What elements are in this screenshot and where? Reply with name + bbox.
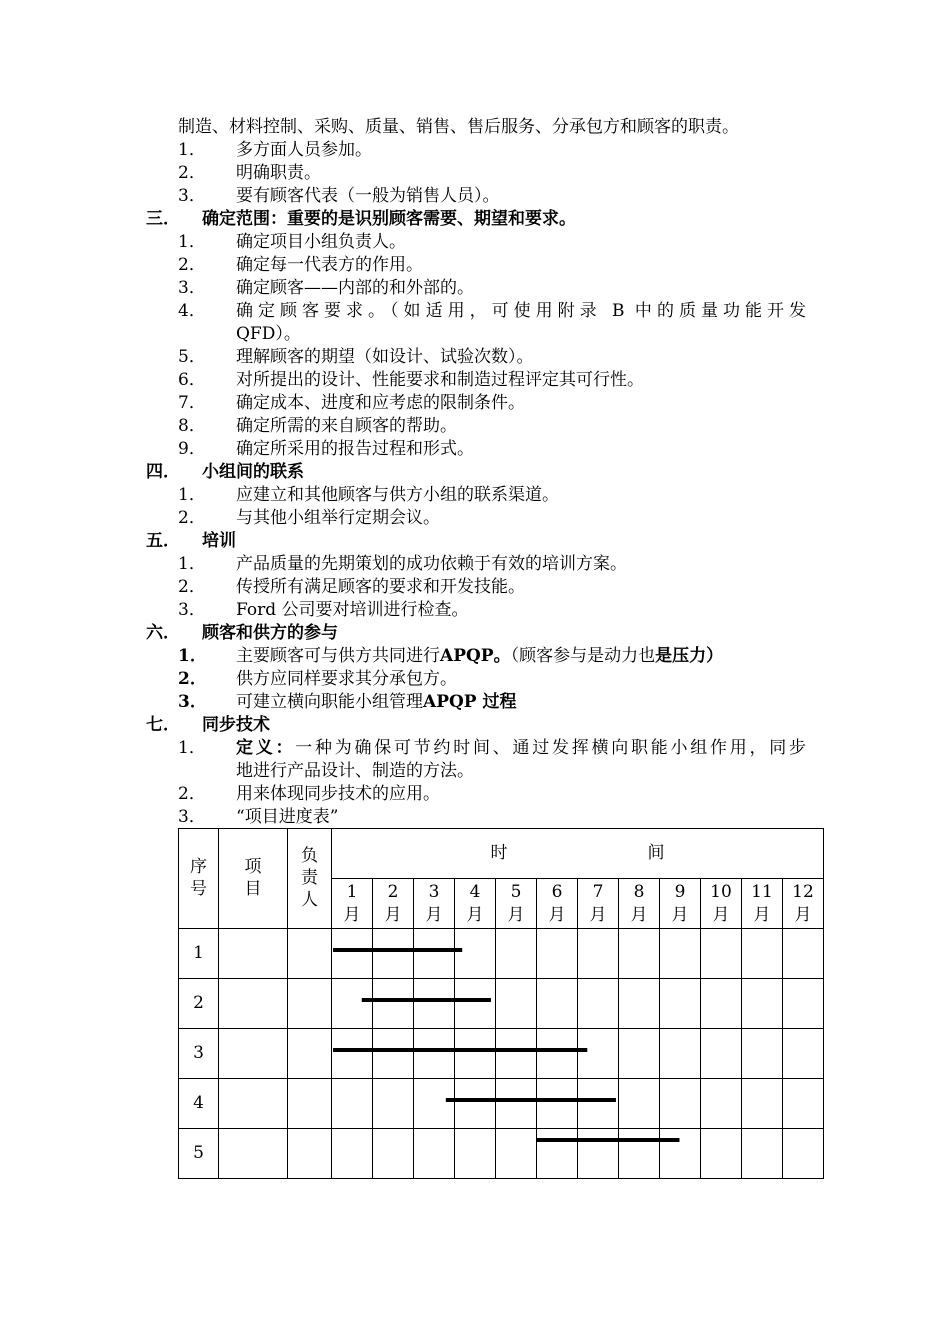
list-text: 理解顾客的期望（如设计、试验次数）。: [236, 347, 534, 367]
list-text: 多方面人员参加。: [236, 140, 372, 160]
section-number: 四．: [146, 462, 180, 482]
section-number: 七．: [146, 715, 180, 735]
month-header: [455, 879, 496, 929]
month-header: [332, 879, 373, 929]
row-item-cell: [219, 1129, 288, 1179]
section-number: 三．: [146, 209, 180, 229]
month-number: 5: [510, 881, 522, 902]
month-unit: 月: [425, 904, 443, 925]
month-cell: [414, 1129, 455, 1179]
row-item-cell: [219, 1029, 288, 1079]
list-number: 3．: [178, 692, 207, 712]
month-unit: 月: [466, 904, 484, 925]
month-cell: [742, 929, 783, 979]
list-number: 2．: [178, 577, 206, 597]
month-cell: [619, 1129, 660, 1179]
list-number: 2．: [178, 784, 206, 804]
row-owner-cell: [288, 1079, 332, 1129]
list-text: 传授所有满足顾客的要求和开发技能。: [236, 577, 525, 597]
header-owner-label: 负责人: [301, 846, 318, 910]
month-cell: [578, 1129, 619, 1179]
month-cell: [578, 979, 619, 1029]
list-number: 7．: [178, 393, 206, 413]
row-owner-cell: [288, 929, 332, 979]
section-title: 确定范围：重要的是识别顾客需要、期望和要求。: [202, 209, 576, 229]
month-cell: [537, 1079, 578, 1129]
month-cell: [701, 1079, 742, 1129]
month-cell: [578, 929, 619, 979]
list-number: 3．: [178, 807, 206, 827]
list-number: 9．: [178, 439, 206, 459]
month-cell: [537, 979, 578, 1029]
month-cell: [414, 1079, 455, 1129]
text-part: 主要顾客可与供方共同进行: [236, 646, 440, 666]
list-number: 2．: [178, 163, 206, 183]
list-text: 明确职责。: [236, 163, 321, 183]
section-title: 小组间的联系: [202, 462, 304, 482]
month-header: [496, 879, 537, 929]
header-time-right: 间: [647, 843, 665, 863]
month-cell: [373, 1129, 414, 1179]
month-cell: [414, 929, 455, 979]
list-text: 产品质量的先期策划的成功依赖于有效的培训方案。: [236, 554, 627, 574]
list-number: 1．: [178, 232, 206, 252]
month-cell: [455, 929, 496, 979]
month-unit: 月: [630, 904, 648, 925]
section-title: 同步技术: [202, 715, 270, 735]
list-text: 应建立和其他顾客与供方小组的联系渠道。: [236, 485, 559, 505]
row-number: 5: [179, 1129, 219, 1179]
list-text: Ford 公司要对培训进行检查。: [236, 600, 469, 620]
month-cell: [701, 929, 742, 979]
month-cell: [660, 1029, 701, 1079]
text-bold: APQP。: [440, 646, 511, 666]
section-number: 六．: [146, 623, 180, 643]
list-number: 8．: [178, 416, 206, 436]
row-item-cell: [219, 929, 288, 979]
month-cell: [783, 1129, 824, 1179]
row-number: 2: [179, 979, 219, 1029]
month-cell: [332, 1079, 373, 1129]
row-owner-cell: [288, 979, 332, 1029]
month-unit: 月: [589, 904, 607, 925]
month-cell: [496, 1129, 537, 1179]
month-cell: [783, 929, 824, 979]
list-text: 确定所需的来自顾客的帮助。: [236, 416, 457, 436]
month-header: [660, 879, 701, 929]
table-row: [179, 979, 824, 1029]
month-header: [537, 879, 578, 929]
month-cell: [332, 979, 373, 1029]
row-item-cell: [219, 1079, 288, 1129]
row-owner-cell: [288, 1029, 332, 1079]
month-cell: [455, 979, 496, 1029]
month-cell: [660, 1079, 701, 1129]
project-schedule-table: [178, 828, 824, 1179]
month-cell: [619, 1029, 660, 1079]
month-unit: 月: [548, 904, 566, 925]
section-number: 五．: [146, 531, 180, 551]
text-part: 一种为确保可节约时间、通过发挥横向职能小组作用，同步: [295, 738, 806, 758]
month-number: 6: [551, 881, 563, 902]
month-number: 1: [346, 881, 358, 902]
list-number: 2．: [178, 255, 206, 275]
month-cell: [742, 1079, 783, 1129]
list-number: 1．: [178, 738, 206, 758]
month-header: [701, 879, 742, 929]
month-cell: [455, 1079, 496, 1129]
month-cell: [701, 1129, 742, 1179]
month-number: 8: [633, 881, 645, 902]
header-time: [332, 829, 824, 879]
month-cell: [619, 929, 660, 979]
month-cell: [783, 1079, 824, 1129]
list-number: 3．: [178, 186, 206, 206]
month-cell: [578, 1029, 619, 1079]
section-title: 培训: [202, 531, 236, 551]
text-bold: APQP 过程: [423, 692, 517, 712]
header-seq: [179, 829, 219, 929]
month-cell: [783, 1029, 824, 1079]
list-text: 对所提出的设计、性能要求和制造过程评定其可行性。: [236, 370, 644, 390]
month-header: [619, 879, 660, 929]
month-unit: 月: [712, 904, 730, 925]
month-number: 7: [592, 881, 604, 902]
month-number: 11: [751, 881, 773, 902]
month-cell: [373, 1079, 414, 1129]
month-cell: [783, 979, 824, 1029]
list-text: 供方应同样要求其分承包方。: [236, 669, 457, 689]
header-item: [219, 829, 288, 929]
month-cell: [496, 979, 537, 1029]
month-cell: [742, 1129, 783, 1179]
month-cell: [455, 1029, 496, 1079]
list-number: 1．: [178, 554, 206, 574]
list-number: 3．: [178, 600, 206, 620]
section-title: 顾客和供方的参与: [202, 623, 338, 643]
month-number: 12: [792, 881, 814, 902]
intro-line: 制造、材料控制、采购、质量、销售、售后服务、分承包方和顾客的职责。: [178, 117, 739, 137]
row-item-cell: [219, 979, 288, 1029]
month-unit: 月: [507, 904, 525, 925]
list-number: 2．: [178, 508, 206, 528]
month-number: 10: [710, 881, 732, 902]
month-unit: 月: [794, 904, 812, 925]
list-text: 与其他小组举行定期会议。: [236, 508, 440, 528]
month-cell: [414, 1029, 455, 1079]
text-bold: 是压力）: [655, 646, 724, 666]
month-header: [578, 879, 619, 929]
row-number: 4: [179, 1079, 219, 1129]
list-text: 确定成本、进度和应考虑的限制条件。: [236, 393, 525, 413]
table-row: [179, 1129, 824, 1179]
list-number: 1．: [178, 646, 207, 666]
month-cell: [332, 1129, 373, 1179]
row-owner-cell: [288, 1129, 332, 1179]
month-cell: [660, 929, 701, 979]
month-header: [783, 879, 824, 929]
month-cell: [660, 1129, 701, 1179]
month-number: 4: [469, 881, 481, 902]
list-number: 3．: [178, 278, 206, 298]
month-cell: [619, 979, 660, 1029]
month-unit: 月: [753, 904, 771, 925]
list-number: 4．: [178, 301, 206, 321]
list-text: 确定顾客要求。（如适用，可使用附录 B 中的质量功能开发: [236, 301, 806, 321]
header-seq-label: 序号: [190, 857, 207, 899]
table-row: [179, 1029, 824, 1079]
list-number: 5．: [178, 347, 206, 367]
month-cell: [414, 979, 455, 1029]
list-text: 要有顾客代表（一般为销售人员）。: [236, 186, 500, 206]
definition-label: 定义：: [236, 738, 296, 758]
month-cell: [332, 929, 373, 979]
month-cell: [742, 1029, 783, 1079]
month-cell: [537, 1029, 578, 1079]
month-cell: [332, 1029, 373, 1079]
list-text: 确定所采用的报告过程和形式。: [236, 439, 474, 459]
month-cell: [373, 929, 414, 979]
list-text: [236, 645, 723, 668]
list-number: 2．: [178, 669, 207, 689]
month-number: 9: [674, 881, 686, 902]
list-text: 确定每一代表方的作用。: [236, 255, 423, 275]
list-text: [236, 691, 516, 714]
list-text: 地进行产品设计、制造的方法。: [236, 761, 474, 781]
list-text: “项目进度表”: [236, 807, 339, 827]
header-item-label: 项目: [244, 857, 262, 899]
list-text: [236, 737, 806, 760]
row-number: 1: [179, 929, 219, 979]
month-header: [373, 879, 414, 929]
table-row: [179, 929, 824, 979]
month-unit: 月: [343, 904, 361, 925]
text-part: 可建立横向职能小组管理: [236, 692, 423, 712]
month-cell: [496, 1029, 537, 1079]
list-text: 确定项目小组负责人。: [236, 232, 406, 252]
list-text: 用来体现同步技术的应用。: [236, 784, 440, 804]
month-cell: [701, 979, 742, 1029]
text-part: （顾客参与是动力也: [510, 646, 656, 666]
table-row: [179, 1079, 824, 1129]
header-owner: [288, 829, 332, 929]
month-cell: [496, 929, 537, 979]
month-cell: [373, 1029, 414, 1079]
month-cell: [537, 929, 578, 979]
month-cell: [455, 1129, 496, 1179]
month-number: 2: [387, 881, 399, 902]
row-number: 3: [179, 1029, 219, 1079]
month-cell: [578, 1079, 619, 1129]
month-cell: [660, 979, 701, 1029]
month-number: 3: [428, 881, 440, 902]
month-header: [742, 879, 783, 929]
list-number: 1．: [178, 140, 206, 160]
month-cell: [742, 979, 783, 1029]
month-cell: [496, 1079, 537, 1129]
month-cell: [701, 1029, 742, 1079]
month-cell: [619, 1079, 660, 1129]
month-cell: [537, 1129, 578, 1179]
list-number: 1．: [178, 485, 206, 505]
list-text: QFD）。: [236, 324, 301, 344]
list-text: 确定顾客——内部的和外部的。: [236, 278, 474, 298]
month-unit: 月: [671, 904, 689, 925]
header-time-left: 时: [490, 843, 508, 863]
month-cell: [373, 979, 414, 1029]
month-unit: 月: [384, 904, 402, 925]
list-number: 6．: [178, 370, 206, 390]
month-header: [414, 879, 455, 929]
